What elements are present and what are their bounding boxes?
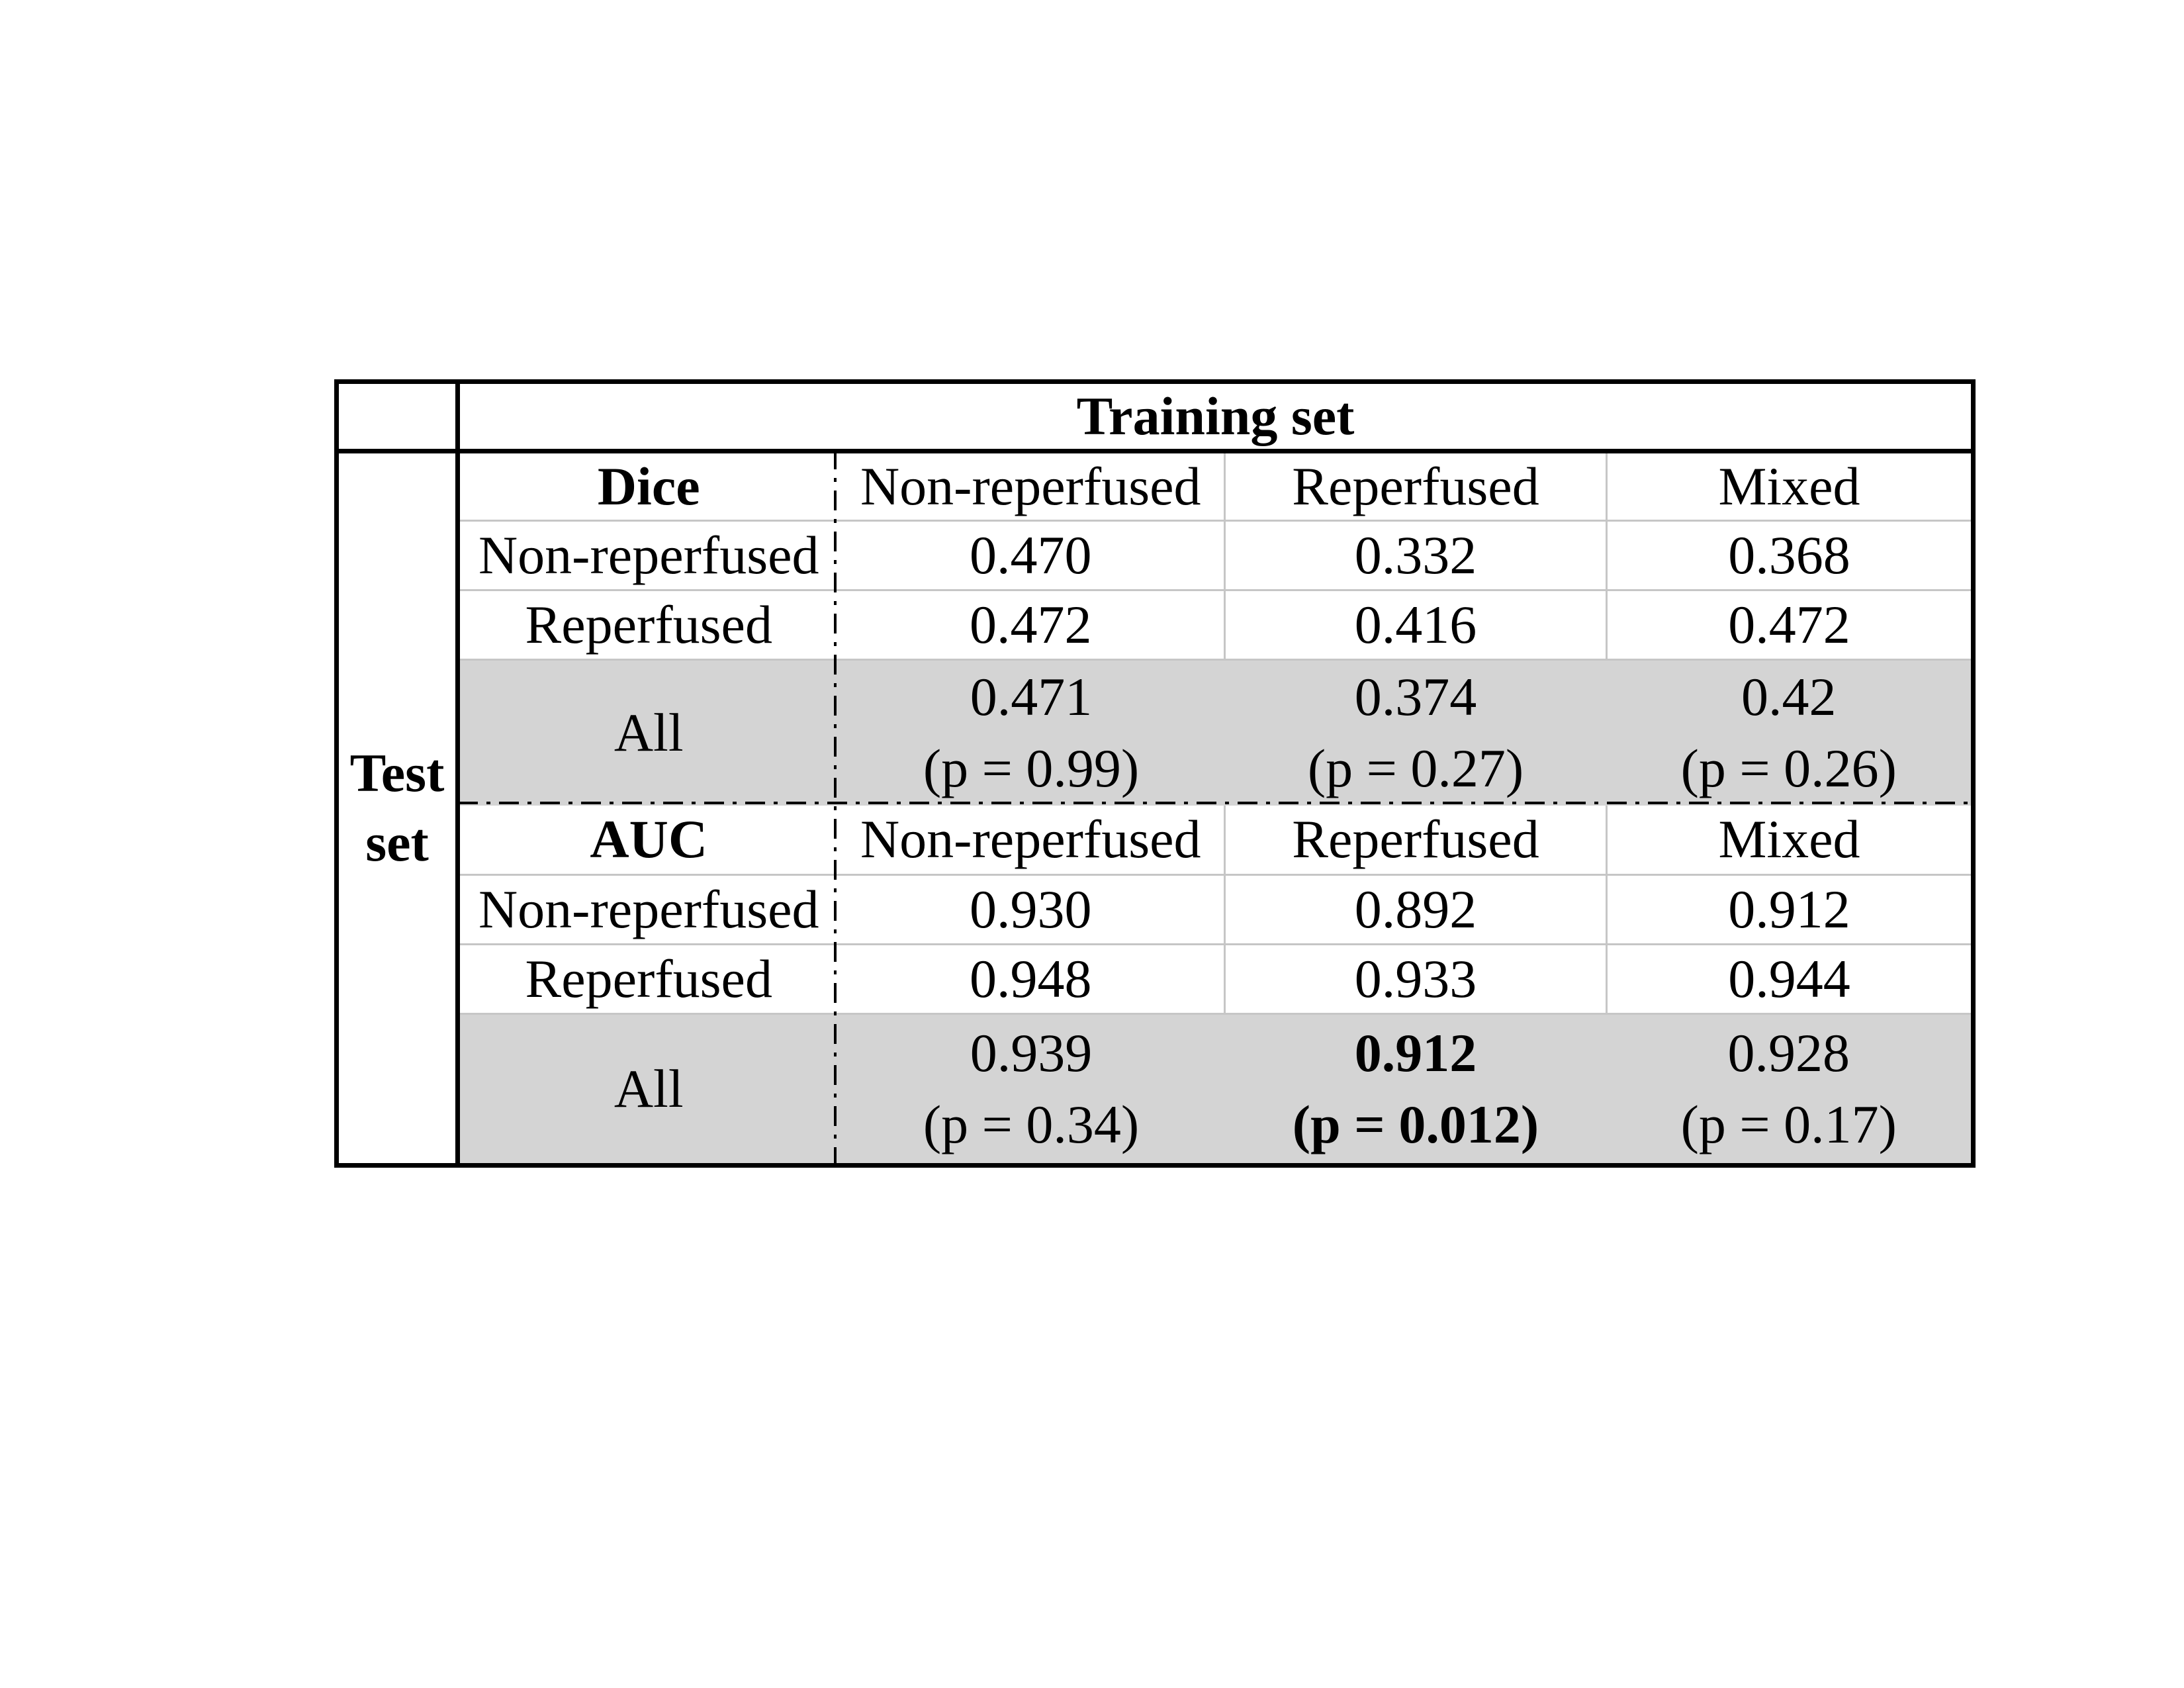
- value: 0.374: [1354, 667, 1477, 727]
- value: 0.939: [970, 1022, 1093, 1083]
- dice-col-header-mixed: Mixed: [1607, 451, 1974, 521]
- dice-all-mixed: [1607, 660, 1974, 806]
- value: 0.471: [970, 667, 1093, 727]
- auc-rep-nonrep: 0.948: [838, 945, 1225, 1014]
- dice-col-header-reperfused: Reperfused: [1225, 451, 1607, 521]
- dice-row-nonreperfused: [337, 521, 1974, 590]
- test-set-label-line2: set: [365, 812, 429, 872]
- p-value: (p = 0.26): [1680, 738, 1897, 799]
- dice-col-header-nonreperfused: Non-reperfused: [838, 451, 1225, 521]
- row-label-all: All: [458, 1014, 838, 1166]
- row-label-all: All: [458, 660, 838, 806]
- test-set-label-line1: Test: [349, 743, 445, 804]
- auc-nonrep-nonrep: 0.930: [838, 875, 1225, 945]
- dice-metric-label: Dice: [458, 451, 838, 521]
- dice-nonrep-rep: 0.332: [1225, 521, 1607, 590]
- dice-row-reperfused: [337, 590, 1974, 660]
- auc-rep-rep: 0.933: [1225, 945, 1607, 1014]
- dice-rep-mixed: 0.472: [1607, 590, 1974, 660]
- auc-rep-mixed: 0.944: [1607, 945, 1974, 1014]
- dice-nonrep-mixed: 0.368: [1607, 521, 1974, 590]
- dice-rep-rep: 0.416: [1225, 590, 1607, 660]
- dice-all-nonrep: [838, 660, 1225, 806]
- auc-header-row: [337, 806, 1974, 875]
- auc-nonrep-mixed: 0.912: [1607, 875, 1974, 945]
- row-label: Reperfused: [458, 590, 838, 660]
- p-value: (p = 0.99): [923, 738, 1140, 799]
- test-set-label-cell: [337, 451, 458, 1166]
- auc-row-all: [337, 1014, 1974, 1166]
- row-label: Reperfused: [458, 945, 838, 1014]
- dice-rep-nonrep: 0.472: [838, 590, 1225, 660]
- value: 0.928: [1727, 1022, 1850, 1083]
- auc-metric-label: AUC: [458, 806, 838, 875]
- p-value: (p = 0.17): [1680, 1094, 1897, 1154]
- dashdot-horizontal-divider: [458, 802, 1971, 804]
- dice-row-all: [337, 660, 1974, 806]
- dashdot-vertical-divider: [834, 449, 837, 1163]
- p-value: (p = 0.012): [1292, 1094, 1539, 1154]
- value: 0.912: [1354, 1022, 1477, 1083]
- dice-nonrep-nonrep: 0.470: [838, 521, 1225, 590]
- corner-cell: [337, 382, 458, 451]
- auc-all-nonrep: [838, 1014, 1225, 1166]
- results-table: [334, 379, 1976, 1168]
- row-label: Non-reperfused: [458, 875, 838, 945]
- auc-col-header-mixed: Mixed: [1607, 806, 1974, 875]
- p-value: (p = 0.27): [1307, 738, 1524, 799]
- row-label: Non-reperfused: [458, 521, 838, 590]
- dice-header-row: [337, 451, 1974, 521]
- auc-col-header-reperfused: Reperfused: [1225, 806, 1607, 875]
- auc-nonrep-rep: 0.892: [1225, 875, 1607, 945]
- auc-all-rep-significant: [1225, 1014, 1607, 1166]
- p-value: (p = 0.34): [923, 1094, 1140, 1154]
- training-set-header-row: [337, 382, 1974, 451]
- dice-all-rep: [1225, 660, 1607, 806]
- auc-row-nonreperfused: [337, 875, 1974, 945]
- auc-row-reperfused: [337, 945, 1974, 1014]
- training-set-header: Training set: [458, 382, 1974, 451]
- auc-all-mixed: [1607, 1014, 1974, 1166]
- value: 0.42: [1741, 667, 1837, 727]
- auc-col-header-nonreperfused: Non-reperfused: [838, 806, 1225, 875]
